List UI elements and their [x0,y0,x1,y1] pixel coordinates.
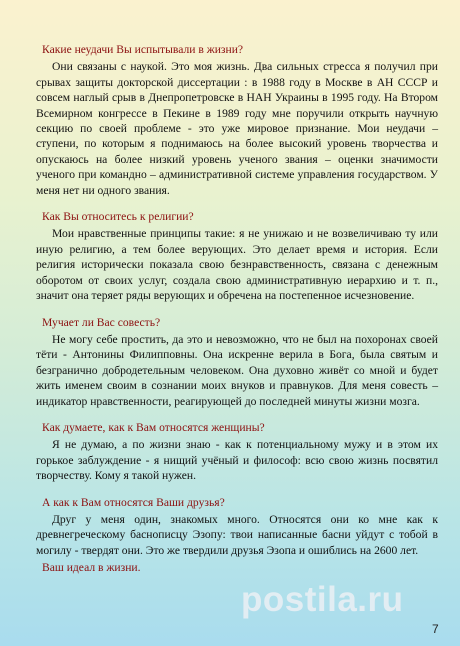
page-number: 7 [432,622,439,636]
answer-paragraph: Не могу себе простить, да это и невозможно, что не был на похоронах своей тёти - Антонины Филипповны. Она искренне верила в Бога, была святым и безгранично добродетельным человеком. Она духовно живёт со мной и будет жить именем своим в сознании моих внуков и правнуков. Для меня совесть – индикатор нравственности, реагирующей до последней минуты жизни мозга. [36,332,438,408]
question-heading: Мучает ли Вас совесть? [42,315,161,329]
qa-section [36,315,438,409]
answer-paragraph: Они связаны с наукой. Это моя жизнь. Два сильных стресса я получил при срывах защиты докторской диссертации : в 1988 году в Москве в АН СССР и совсем наглый срыв в Днепропетровске в НАН Украины в 1995 году. На Втором Всемирном конгрессе в Пекине в 1989 году мне поручили открыть научную секцию по своей проблеме - это уже мировое признание. Мои неудачи – ступени, по которым я поднимаюсь на более высокий уровень творчества и опускаюсь на более низкий уровень ученого звания – оценки значимости ученого при командно – административной системе управления государством. У меня нет ни одного звания. [36,60,438,197]
qa-section [36,495,438,559]
qa-section [36,420,438,484]
question-heading: Ваш идеал в жизни. [42,561,141,575]
answer-paragraph: Мои нравственные принципы такие: я не унижаю и не возвеличиваю ту или иную религию, а тем более верующих. Это делает время и история. Если религия исторически показала свою безнравственность, связана с денежным оборотом от своих услуг, создала свою административную иерархию и т. п., значит она теряет ряды верующих и обречена на постепенное исчезновение. [36,227,438,303]
question-heading: Какие неудачи Вы испытывали в жизни? [42,43,244,56]
interview-content [36,42,438,576]
question-heading: Как думаете, как к Вам относятся женщины? [42,420,265,434]
question-heading: Как Вы относитесь к религии? [42,210,194,224]
answer-paragraph: Я не думаю, а по жизни знаю - как к потенциальному мужу и в этом их горькое заблуждение - я нищий учёный и философ: всю свою жизнь посвятил творчеству. Кому я такой нужен. [36,438,438,483]
qa-section [36,42,438,198]
postila-watermark: postila.ru [241,580,404,619]
answer-paragraph: Друг у меня один, знакомых много. Относятся они ко мне как к древнегреческому баснописцу Эзопу: твои написанные басни уйдут с тобой в могилу - твердят они. Это же твердили друзья Эзопа и ошиблись на 2600 лет. [36,512,438,557]
question-heading: А как к Вам относятся Ваши друзья? [42,495,225,509]
qa-section [36,209,438,303]
